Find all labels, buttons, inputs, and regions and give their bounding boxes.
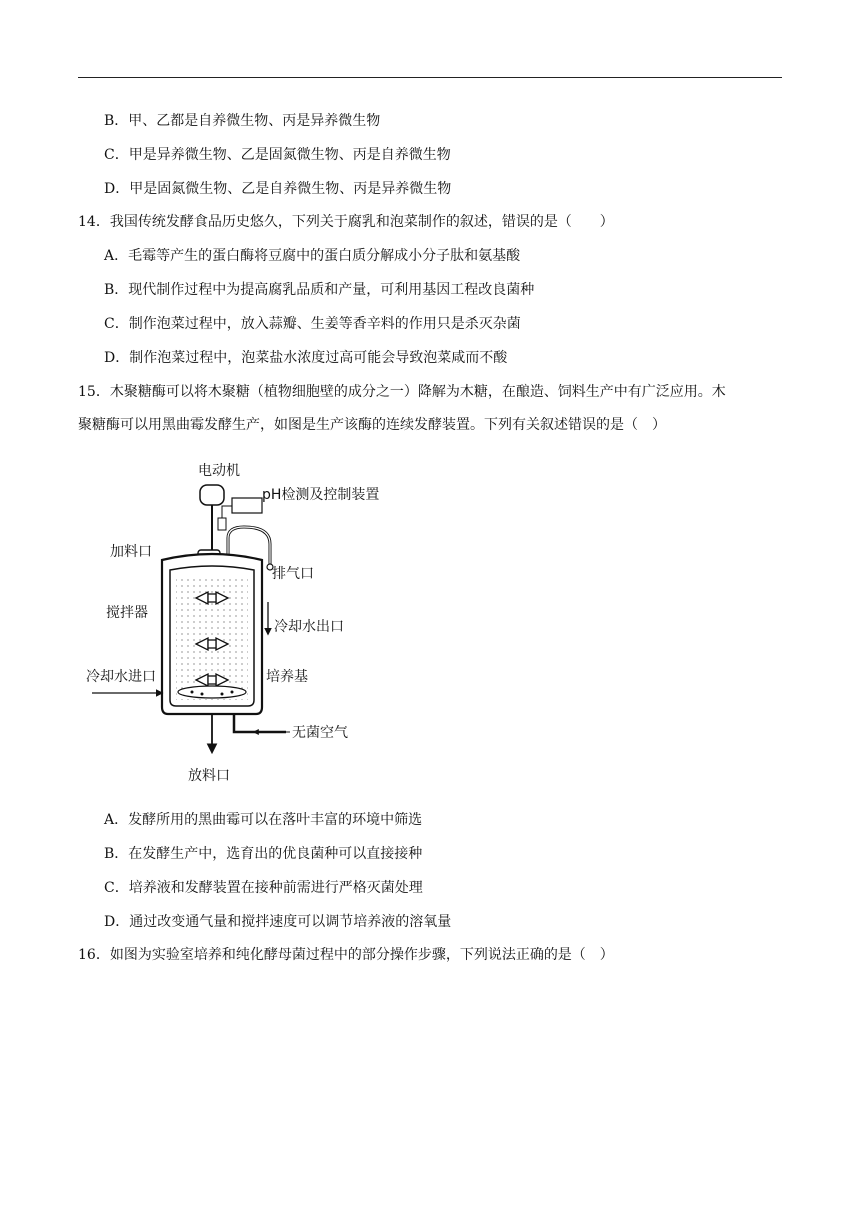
label-motor: 电动机	[198, 463, 240, 479]
q15-option-a: A．发酵所用的黑曲霉可以在落叶丰富的环境中筛选	[104, 812, 423, 828]
label-medium: 培养基	[266, 669, 308, 685]
q13-option-b: B．甲、乙都是自养微生物、丙是异养微生物	[104, 113, 381, 129]
q14-stem: 14．我国传统发酵食品历史悠久，下列关于腐乳和泡菜制作的叙述，错误的是（ ）	[78, 214, 614, 230]
label-exhaust: 排气口	[272, 566, 314, 582]
q14-option-b: B．现代制作过程中为提高腐乳品质和产量，可利用基因工程改良菌种	[104, 282, 535, 298]
label-discharge: 放料口	[188, 768, 230, 784]
q15-stem-line2: 聚糖酶可以用黑曲霉发酵生产，如图是生产该酶的连续发酵装置。下列有关叙述错误的是（ ）	[78, 417, 666, 433]
q15-stem-line1: 15．木聚糖酶可以将木聚糖（植物细胞壁的成分之一）降解为木糖，在酿造、饲料生产中有广泛应用。木	[78, 384, 726, 400]
q14-option-d: D．制作泡菜过程中，泡菜盐水浓度过高可能会导致泡菜咸而不酸	[104, 350, 508, 366]
ph-control-box	[218, 498, 262, 530]
air-sparger	[178, 686, 246, 698]
q13-option-c: C．甲是异养微生物、乙是固氮微生物、丙是自养微生物	[104, 147, 451, 163]
sterile-air-pipe	[234, 714, 286, 732]
label-coolant-out: 冷却水出口	[274, 619, 344, 635]
q15-option-c: C．培养液和发酵装置在接种前需进行严格灭菌处理	[104, 880, 423, 896]
q14-option-a: A．毛霉等产生的蛋白酶将豆腐中的蛋白质分解成小分子肽和氨基酸	[104, 248, 521, 264]
q16-stem: 16．如图为实验室培养和纯化酵母菌过程中的部分操作步骤，下列说法正确的是（ ）	[78, 947, 614, 963]
label-feed-port: 加料口	[110, 544, 152, 560]
q13-option-d: D．甲是固氮微生物、乙是自养微生物、丙是异养微生物	[104, 181, 452, 197]
q15-option-d: D．通过改变通气量和搅拌速度可以调节培养液的溶氧量	[104, 914, 452, 930]
label-coolant-in: 冷却水进口	[86, 669, 156, 685]
label-sterile-air: 无菌空气	[292, 725, 348, 741]
header-rule	[78, 77, 782, 78]
label-stirrer: 搅拌器	[106, 605, 148, 621]
q15-option-b: B．在发酵生产中，选育出的优良菌种可以直接接种	[104, 846, 423, 862]
label-ph-control: pH检测及控制装置	[262, 487, 380, 503]
q14-option-c: C．制作泡菜过程中，放入蒜瓣、生姜等香辛料的作用只是杀灭杂菌	[104, 316, 521, 332]
fermenter-diagram	[84, 452, 404, 792]
